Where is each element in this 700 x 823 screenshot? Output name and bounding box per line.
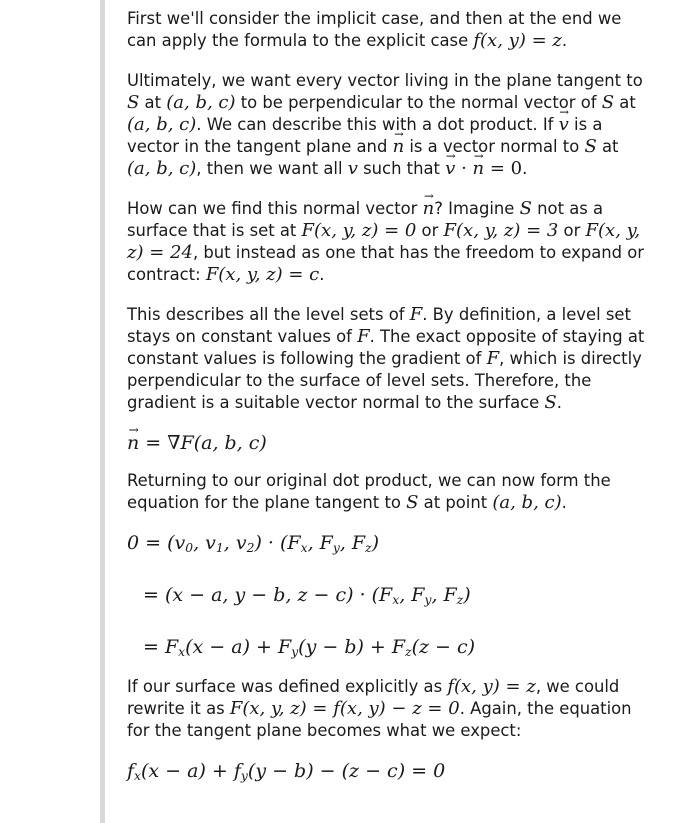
paragraph-level-sets bbox=[127, 304, 647, 414]
math-vector-v: v → bbox=[445, 158, 455, 180]
text: First we'll consider the implicit case, and then at the end we can apply the formula to the explicit case bbox=[127, 9, 622, 50]
math-sub: 1 bbox=[215, 541, 224, 556]
text: . bbox=[561, 493, 567, 512]
math-S: S bbox=[519, 198, 532, 219]
math-v: v bbox=[347, 158, 358, 179]
math-implicit-rewrite: F(x, y, z) = f(x, y) − z = 0 bbox=[229, 698, 460, 719]
text: , then we want all bbox=[196, 159, 348, 178]
text: . bbox=[556, 393, 562, 412]
text: or bbox=[416, 221, 444, 240]
math-F: F bbox=[486, 348, 500, 369]
math: 0 = (v bbox=[127, 532, 186, 554]
paragraph-tangent-perpendicular bbox=[127, 70, 647, 180]
equation-dot-product-2 bbox=[127, 584, 647, 606]
text: Returning to our original dot product, we can now form the equation for the plane tangent to bbox=[127, 471, 611, 512]
math-vector-v: v → bbox=[559, 114, 569, 136]
text: Ultimately, we want every vector living in the plane tangent to bbox=[127, 71, 643, 90]
math-vector-n: n → bbox=[473, 158, 485, 180]
math-vector-n: n → bbox=[393, 136, 405, 158]
math: (x − a) + f bbox=[141, 760, 241, 782]
blockquote-bar bbox=[100, 0, 105, 823]
text: ? Imagine bbox=[434, 199, 520, 218]
text: at bbox=[596, 137, 619, 156]
math-sub: x bbox=[134, 769, 142, 784]
text: If our surface was defined explicitly as bbox=[127, 677, 448, 696]
math: (y − b) + F bbox=[298, 636, 406, 658]
math-sub: z bbox=[405, 645, 412, 660]
text: . We can describe this with a dot product. If bbox=[196, 115, 559, 134]
text: . By definition, a level set stays on constant values of bbox=[127, 305, 631, 346]
text: . bbox=[319, 265, 325, 284]
math: ) bbox=[463, 584, 471, 606]
math-point: (a, b, c) bbox=[127, 114, 197, 135]
math-point: (a, b, c) bbox=[127, 158, 197, 179]
math: = F bbox=[143, 636, 179, 658]
math-S: S bbox=[584, 136, 597, 157]
text: , which is directly perpendicular to the surface of level sets. Therefore, the gradient is a suitable vector normal to the surface bbox=[127, 349, 642, 412]
math: (x − a) + F bbox=[185, 636, 292, 658]
math: , F bbox=[307, 532, 333, 554]
text: at bbox=[139, 93, 167, 112]
text: or bbox=[558, 221, 586, 240]
text: , we could rewrite it as bbox=[127, 677, 620, 718]
math-sub: y bbox=[332, 541, 340, 556]
paragraph-intro bbox=[127, 8, 647, 52]
math-S: S bbox=[544, 392, 557, 413]
math-sub: y bbox=[240, 769, 248, 784]
math-sub: x bbox=[178, 645, 186, 660]
math: ) · (F bbox=[254, 532, 301, 554]
math-point: (a, b, c) bbox=[166, 92, 236, 113]
text: not as a surface that is set at bbox=[127, 199, 604, 240]
math-sub: 0 bbox=[185, 541, 194, 556]
text: is a vector in the tangent plane and bbox=[127, 115, 603, 156]
math-S: S bbox=[601, 92, 615, 113]
math-vector-n: n → bbox=[423, 198, 435, 220]
equation-final-tangent-plane bbox=[127, 760, 647, 782]
math-gradient: = ∇F(a, b, c) bbox=[139, 432, 267, 454]
math-sub: 2 bbox=[246, 541, 255, 556]
text: , but instead as one that has the freedom to expand or contract: bbox=[127, 243, 645, 284]
text: . bbox=[522, 159, 528, 178]
math: ) bbox=[371, 532, 380, 554]
text: This describes all the level sets of bbox=[127, 305, 410, 324]
equation-normal-gradient bbox=[127, 432, 647, 454]
text: is a vector normal to bbox=[404, 137, 585, 156]
text: How can we find this normal vector bbox=[127, 199, 423, 218]
math-S: S bbox=[127, 92, 140, 113]
math: , F bbox=[431, 584, 457, 606]
paragraph-returning bbox=[127, 470, 647, 514]
text: at bbox=[614, 93, 636, 112]
text: . bbox=[561, 31, 568, 50]
math: , v bbox=[193, 532, 216, 554]
text: such that bbox=[357, 159, 446, 178]
math-sub: y bbox=[424, 593, 432, 608]
math: , F bbox=[399, 584, 425, 606]
math-explicit-surface: f(x, y) = z bbox=[473, 30, 562, 51]
article-content bbox=[127, 8, 647, 798]
paragraph-explicit bbox=[127, 676, 647, 742]
math-sub: x bbox=[392, 593, 400, 608]
math: = (x − a, y − b, z − c) · (F bbox=[143, 584, 393, 606]
math-explicit-surface: f(x, y) = z bbox=[447, 676, 536, 697]
math-F: F bbox=[409, 304, 423, 325]
math-sub: x bbox=[300, 541, 308, 556]
math-equals-zero: = 0 bbox=[484, 158, 523, 179]
math-sub: z bbox=[456, 593, 464, 608]
paragraph-normal-vector bbox=[127, 198, 647, 286]
equation-dot-product-3 bbox=[127, 636, 647, 658]
math-level-c: F(x, y, z) = c bbox=[205, 264, 320, 285]
math-sub: z bbox=[365, 541, 372, 556]
math: f bbox=[127, 760, 135, 782]
math: (z − c) bbox=[411, 636, 476, 658]
math-sub: y bbox=[291, 645, 299, 660]
text: . Again, the equation for the tangent plane becomes what we expect: bbox=[127, 699, 632, 740]
math-point: (a, b, c) bbox=[492, 492, 562, 513]
math-level-3: F(x, y, z) = 3 bbox=[443, 220, 559, 241]
text: at point bbox=[418, 493, 493, 512]
text: . The exact opposite of staying at constant values is following the gradient of bbox=[127, 327, 645, 368]
math-level-24: F(x, y, z) = 24 bbox=[127, 220, 641, 263]
math-S: S bbox=[406, 492, 419, 513]
math: , F bbox=[339, 532, 366, 554]
math-dot-operator: · bbox=[455, 158, 473, 179]
math-level-0: F(x, y, z) = 0 bbox=[301, 220, 417, 241]
math-vector-n: n → bbox=[127, 432, 139, 454]
math: (y − b) − (z − c) = 0 bbox=[247, 760, 446, 782]
math-F: F bbox=[357, 326, 370, 347]
math: , v bbox=[223, 532, 247, 554]
text: to be perpendicular to the normal vector of bbox=[235, 93, 602, 112]
equation-dot-product-1 bbox=[127, 532, 647, 554]
